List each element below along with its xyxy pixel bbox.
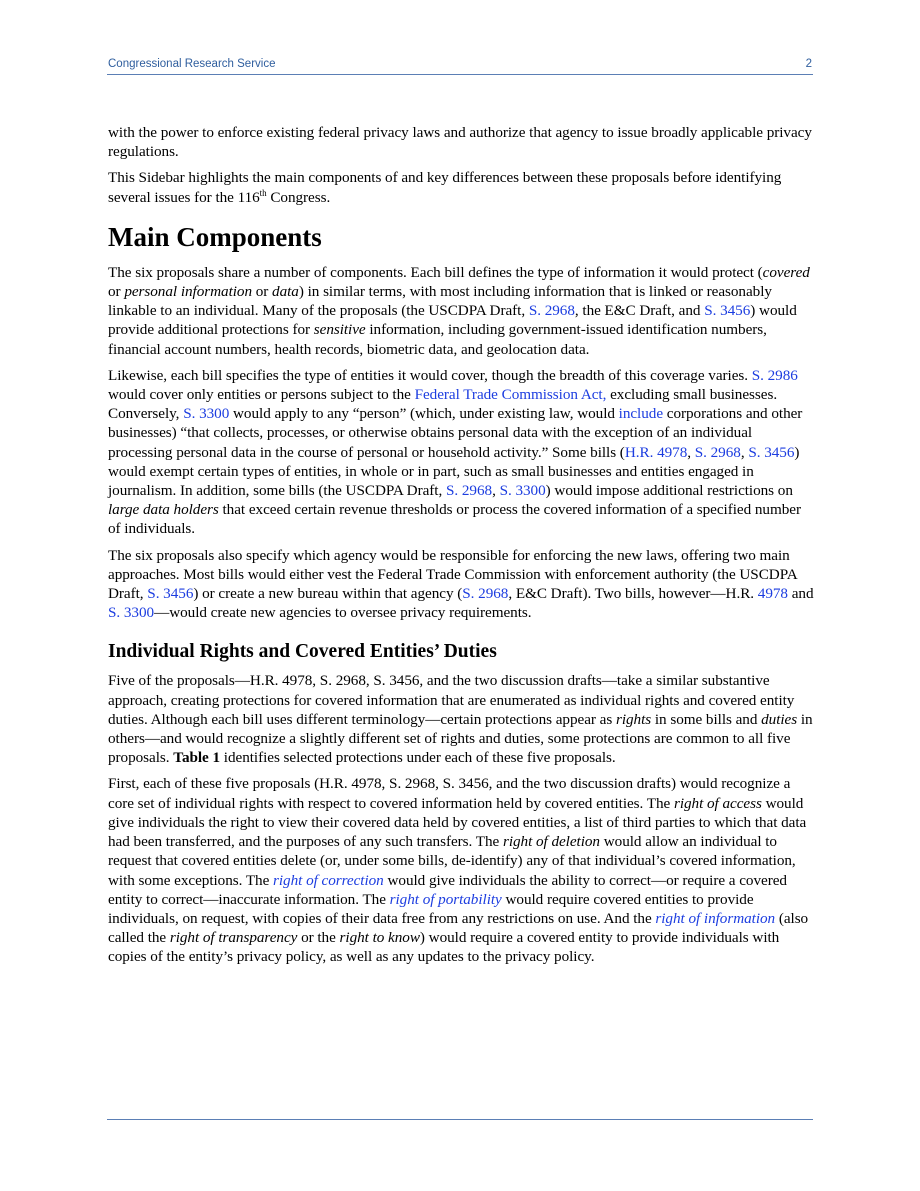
link-right-of-correction[interactable]: right of correction bbox=[273, 871, 384, 889]
table-reference: Table 1 bbox=[173, 749, 221, 767]
link-s3456[interactable]: S. 3456 bbox=[147, 585, 194, 603]
link-s2986[interactable]: S. 2986 bbox=[751, 366, 798, 384]
link-s2968[interactable]: S. 2968 bbox=[445, 482, 493, 500]
heading-main-components: Main Components bbox=[108, 221, 322, 252]
link-s2968[interactable]: S. 2968 bbox=[528, 302, 575, 320]
link-hr4978[interactable]: 4978 bbox=[757, 585, 788, 603]
paragraph-covered-information: The six proposals share a number of components. Each bill defines the type of information it would protect (covered or personal information or data) in similar terms, with most including information that is linked or reasonably linkable to an individual. Many of the proposals (the USCDPA Draft, S. 2968, the E&C Draft, and S. 3456) would provide additional protections for sensitive information, including government-issued identification numbers, financial account numbers, health records, biometric data, and geolocation data. bbox=[108, 263, 810, 358]
main-content bbox=[108, 123, 816, 974]
header-org: Congressional Research Service bbox=[108, 58, 276, 70]
paragraph-enforcement: The six proposals also specify which agency would be responsible for enforcing the new laws, offering two main approaches. Most bills would either vest the Federal Trade Commission with enforcement authority (the USCDPA Draft, S. 3456) or create a new bureau within that agency (S. 2968, E&C Draft). Two bills, however—H.R. 4978 and S. 3300—would create new agencies to oversee privacy requirements. bbox=[108, 546, 814, 622]
paragraph-core-rights: First, each of these five proposals (H.R. 4978, S. 2968, S. 3456, and the two discussion drafts) would recognize a core set of individual rights with respect to covered information held by covered entities. The right of access would give individuals the right to view their covered data held by covered entities, a list of third parties to which that data had been transferred, and the purposes of any such transfers. The right of deletion would allow an individual to request that covered entities delete (or, under some bills, de-identify) any of that individual’s covered information, with some exceptions. The right of correction would give individuals the ability to correct—or require a covered entity to correct—inaccurate information. The right of portability would require covered entities to provide individuals, on request, with copies of their data free from any restrictions on use. And the right of information (also called the right of transparency or the right to know) would require a covered entity to provide individuals with copies of the entity’s privacy policy, as well as any updates to the privacy policy. bbox=[108, 775, 809, 966]
heading-individual-rights: Individual Rights and Covered Entities’ Duties bbox=[108, 641, 497, 663]
footer-rule bbox=[107, 1119, 813, 1120]
header-page-number: 2 bbox=[805, 58, 812, 70]
paragraph-covered-entities: Likewise, each bill specifies the type of entities it would cover, though the breadth of this coverage varies. S. 2986 would cover only entities or persons subject to the Federal Trade Commission Act, excluding small businesses. Conversely, S. 3300 would apply to any “person” (which, under existing law, would include corporations and other businesses) “that collects, processes, or otherwise obtains personal data with the exception of an individual processing personal data in the course of personal or household activity.” Some bills (H.R. 4978, S. 2968, S. 3456) would exempt certain types of entities, in whole or in part, such as small businesses and entities engaged in journalism. In addition, some bills (the USCDPA Draft, S. 2968, S. 3300) would impose additional restrictions on large data holders that exceed certain revenue thresholds or process the covered information of a specified number of individuals. bbox=[108, 366, 803, 538]
ordinal-suffix: th bbox=[259, 187, 267, 198]
link-s3456[interactable]: S. 3456 bbox=[704, 302, 751, 320]
paragraph-substantive-approach: Five of the proposals—H.R. 4978, S. 2968, S. 3456, and the two discussion drafts—take a similar substantive approach, creating protections for covered information that are enumerated as individual rights and covered entity duties. Although each bill uses different terminology—certain protections appear as rights in some bills and duties in others—and would recognize a slightly different set of rights and duties, some protections are common to all five proposals. Table 1 identifies selected protections under each of these five proposals. bbox=[108, 672, 813, 767]
link-include[interactable]: include bbox=[618, 405, 664, 423]
link-hr4978[interactable]: H.R. 4978 bbox=[624, 443, 688, 461]
link-right-of-portability[interactable]: right of portability bbox=[389, 890, 502, 908]
link-s3300[interactable]: S. 3300 bbox=[108, 604, 155, 622]
link-s3300[interactable]: S. 3300 bbox=[183, 405, 230, 423]
link-s3456[interactable]: S. 3456 bbox=[748, 443, 795, 461]
link-s2968[interactable]: S. 2968 bbox=[462, 585, 509, 603]
page-header bbox=[107, 58, 813, 75]
paragraph-sidebar-summary: This Sidebar highlights the main components of and key differences between these proposals before identifying several issues for the 116th Congress. bbox=[108, 169, 782, 206]
link-s2968[interactable]: S. 2968 bbox=[694, 443, 741, 461]
link-s3300[interactable]: S. 3300 bbox=[499, 482, 546, 500]
paragraph-intro-continued: with the power to enforce existing federal privacy laws and authorize that agency to issue broadly applicable privacy regulations. bbox=[108, 124, 812, 161]
link-right-of-information[interactable]: right of information bbox=[655, 909, 776, 927]
link-ftc-act[interactable]: Federal Trade Commission Act, bbox=[414, 386, 607, 404]
